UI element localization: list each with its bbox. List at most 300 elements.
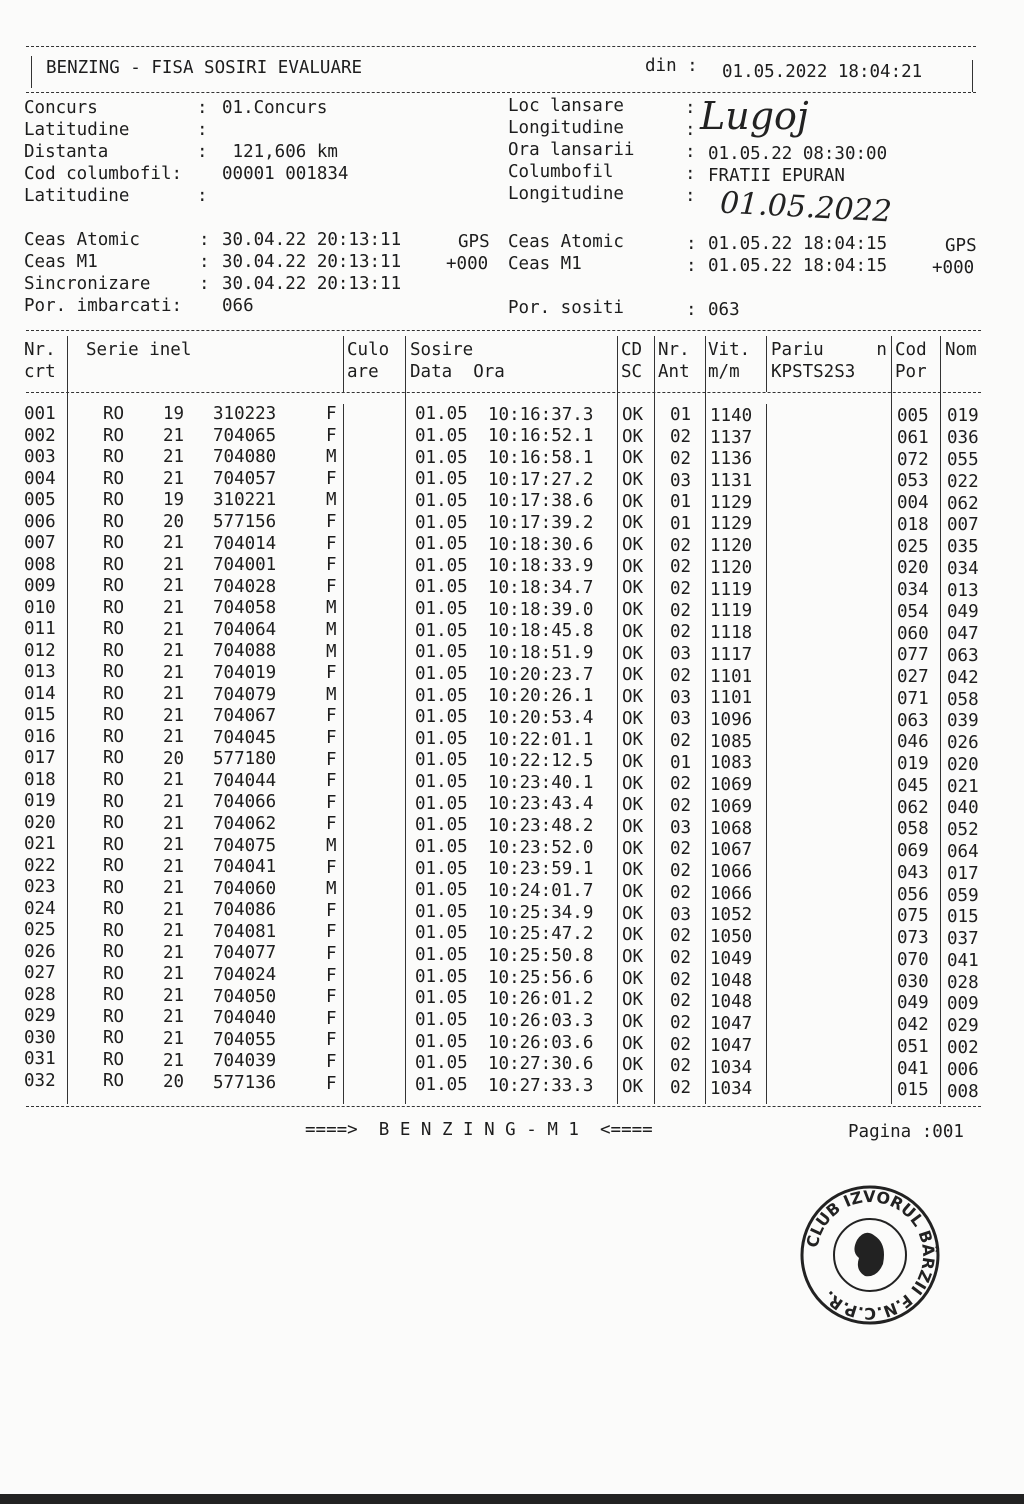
table-cell: 025 [897, 536, 929, 557]
table-cell: M [326, 598, 337, 619]
table-cell: 02 [670, 579, 692, 599]
table-cell: 02 [670, 622, 692, 643]
table-cell: 1137 [710, 427, 753, 448]
info-colon: : [197, 186, 208, 206]
column-line [766, 404, 767, 1104]
header-top-border [26, 46, 976, 47]
table-cell: 006 [947, 1059, 979, 1080]
table-cell: 01.05 [415, 836, 468, 857]
column-header-vit: m/m [708, 362, 740, 382]
table-cell: F [326, 706, 337, 727]
info-value: FRATII EPURAN [708, 166, 845, 186]
info-value: 01.05.22 08:30:00 [708, 144, 888, 164]
table-cell: OK [622, 448, 644, 469]
table-cell: 031 [24, 1049, 56, 1069]
table-cell: 042 [947, 667, 979, 688]
table-cell: 01.05 [415, 923, 468, 944]
table-cell: 704077 [213, 943, 277, 964]
table-cell: 02 [670, 557, 692, 578]
table-cell: 02 [670, 1056, 692, 1077]
table-cell: 02 [670, 1034, 692, 1055]
table-cell: 064 [947, 842, 979, 862]
table-cell: 19 [163, 490, 185, 511]
info-value: 00001 001834 [222, 164, 349, 184]
table-cell: 1101 [710, 666, 753, 687]
table-cell: 009 [947, 994, 979, 1015]
table-cell: 008 [24, 554, 56, 575]
table-bottom-border [26, 1106, 981, 1107]
table-cell: RO [103, 1071, 125, 1092]
info-label: Columbofil [508, 162, 614, 182]
table-cell: OK [622, 535, 644, 556]
table-cell: OK [622, 665, 644, 686]
table-cell: 704075 [213, 835, 277, 856]
info-label: Latitudine [24, 186, 130, 206]
column-header-sosire: Data Ora [410, 362, 505, 382]
table-cell: OK [622, 643, 644, 664]
table-cell: 037 [947, 929, 979, 950]
table-cell: 072 [897, 449, 929, 470]
table-cell: 704060 [213, 878, 277, 899]
table-cell: F [326, 987, 337, 1008]
table-cell: 009 [24, 576, 56, 596]
table-cell: 01 [670, 405, 692, 426]
info-colon: : [197, 120, 208, 140]
table-cell: 21 [163, 468, 185, 489]
table-cell: F [326, 555, 337, 576]
table-cell: 03 [670, 904, 692, 925]
table-cell: 10:18:30.6 [488, 534, 594, 555]
table-cell: 003 [24, 447, 56, 467]
table-cell: F [326, 857, 337, 878]
table-cell: 10:25:34.9 [488, 902, 594, 923]
clock-value: 01.05.22 18:04:15 [708, 234, 888, 254]
din-label: din : [645, 56, 698, 76]
table-cell: 022 [947, 471, 979, 492]
table-cell: RO [103, 963, 125, 984]
table-cell: 02 [670, 969, 692, 990]
table-cell: 21 [163, 921, 185, 942]
header-bottom-border [26, 92, 976, 93]
table-cell: 045 [897, 775, 929, 796]
table-cell: F [326, 1052, 337, 1072]
table-cell: 056 [897, 884, 929, 905]
table-cell: 704028 [213, 576, 277, 597]
table-cell: 21 [163, 856, 185, 877]
table-cell: 21 [163, 899, 185, 920]
table-cell: 21 [163, 576, 185, 597]
table-cell: 029 [947, 1016, 979, 1037]
column-header-nrant: Ant [658, 362, 690, 382]
table-cell: 704088 [213, 641, 277, 662]
table-cell: 704050 [213, 986, 277, 1007]
table-cell: 026 [947, 733, 979, 754]
table-cell: 21 [163, 447, 185, 468]
table-cell: OK [622, 816, 644, 837]
table-cell: 063 [897, 710, 929, 731]
table-cell: RO [103, 533, 125, 554]
table-cell: 704045 [213, 727, 277, 748]
table-cell: 21 [163, 727, 185, 748]
table-cell: 704079 [213, 684, 277, 705]
info-label: Longitudine [508, 184, 624, 204]
table-cell: RO [103, 899, 125, 920]
table-cell: 073 [897, 928, 929, 949]
column-header-culoare: are [347, 362, 379, 382]
table-cell: 01.05 [415, 772, 468, 792]
table-cell: F [326, 404, 337, 424]
table-cell: 01.05 [415, 793, 468, 814]
column-line [891, 336, 892, 1104]
table-cell: F [326, 468, 337, 489]
table-cell: 030 [24, 1027, 56, 1048]
column-line [705, 336, 706, 1104]
table-cell: RO [103, 554, 125, 575]
table-cell: 704001 [213, 555, 277, 575]
table-cell: 577136 [213, 1072, 277, 1093]
table-cell: 008 [947, 1081, 979, 1102]
table-cell: OK [622, 1011, 644, 1032]
table-cell: OK [622, 621, 644, 642]
table-cell: 071 [897, 688, 929, 709]
info-colon: : [197, 142, 208, 162]
table-cell: 10:16:52.1 [488, 426, 594, 447]
info-label: Distanta [24, 142, 109, 162]
table-cell: 017 [947, 863, 979, 884]
table-cell: RO [103, 705, 125, 726]
table-cell: 1101 [710, 688, 753, 709]
table-cell: 1034 [710, 1057, 753, 1078]
info-label: Cod columbofil: [24, 164, 183, 184]
table-cell: 10:18:39.0 [488, 599, 594, 620]
table-cell: 10:25:47.2 [488, 924, 594, 945]
table-cell: 1034 [710, 1079, 753, 1100]
table-cell: RO [103, 662, 125, 683]
table-cell: 21 [163, 684, 185, 705]
table-cell: 21 [163, 598, 185, 618]
table-cell: OK [622, 686, 644, 707]
table-cell: 21 [163, 791, 185, 812]
table-cell: 01.05 [415, 945, 468, 965]
column-header-pariu: KPSTS2S3 [771, 362, 856, 382]
table-cell: M [326, 641, 337, 662]
table-cell: 704066 [213, 792, 277, 813]
table-cell: 21 [163, 1050, 185, 1071]
table-cell: F [326, 425, 337, 446]
table-cell: OK [622, 838, 644, 859]
table-cell: 012 [24, 640, 56, 661]
pigeon-icon [854, 1233, 884, 1276]
table-cell: 01.05 [415, 858, 468, 879]
info-label: Ora lansarii [508, 140, 635, 160]
table-cell: 1047 [710, 1035, 753, 1056]
table-cell: 704040 [213, 1008, 277, 1029]
table-cell: 10:22:12.5 [488, 751, 594, 772]
table-cell: 577156 [213, 511, 277, 532]
clock-label: Por. imbarcati: [24, 296, 183, 316]
table-cell: 075 [897, 906, 929, 927]
clock-label: Ceas Atomic [508, 232, 624, 252]
table-cell: 025 [24, 920, 56, 940]
table-cell: 1118 [710, 623, 753, 643]
table-cell: 03 [670, 470, 692, 491]
table-cell: 002 [947, 1037, 979, 1058]
column-header-cdsc: CD [621, 340, 643, 360]
table-cell: 047 [947, 624, 979, 645]
info-label: Latitudine [24, 120, 130, 140]
table-cell: OK [622, 773, 644, 794]
table-cell: 034 [947, 558, 979, 579]
table-cell: 03 [670, 644, 692, 665]
table-cell: 018 [897, 514, 929, 535]
table-cell: 052 [947, 820, 979, 841]
handwritten-date: 01.05.2022 [719, 185, 893, 230]
table-cell: 21 [163, 1029, 185, 1049]
table-cell: 02 [670, 427, 692, 448]
table-cell: OK [622, 946, 644, 967]
info-colon: : [685, 164, 696, 184]
table-cell: 014 [24, 683, 56, 704]
table-cell: 063 [947, 646, 979, 666]
info-colon: : [685, 142, 696, 162]
table-cell: 061 [897, 427, 929, 448]
table-cell: 01.05 [415, 815, 468, 836]
table-cell: 03 [670, 709, 692, 730]
table-cell: RO [103, 856, 125, 876]
table-cell: 10:23:40.1 [488, 772, 594, 793]
table-cell: F [326, 965, 337, 986]
table-cell: 10:17:38.6 [488, 491, 594, 512]
table-cell: 1066 [710, 883, 753, 904]
table-cell: 1119 [710, 579, 753, 600]
column-header-sosire: Sosire [410, 340, 474, 360]
scan-bottom-edge [0, 1494, 1024, 1504]
table-cell: 01.05 [415, 599, 468, 619]
table-cell: 1050 [710, 927, 753, 948]
table-cell: 039 [947, 711, 979, 732]
table-cell: M [326, 490, 337, 511]
table-cell: 01.05 [415, 1074, 468, 1095]
table-cell: 017 [24, 748, 56, 768]
table-cell: 10:23:48.2 [488, 816, 594, 837]
table-cell: RO [103, 942, 125, 963]
table-cell: RO [103, 1049, 125, 1070]
table-cell: 1096 [710, 709, 753, 730]
column-line [940, 336, 941, 1104]
table-cell: F [326, 1008, 337, 1029]
table-cell: F [326, 792, 337, 813]
table-cell: 1049 [710, 948, 753, 969]
table-cell: 027 [897, 667, 929, 688]
table-cell: 021 [24, 834, 56, 854]
table-cell: RO [103, 576, 125, 597]
table-cell: 10:16:37.3 [488, 404, 594, 425]
table-cell: 10:18:34.7 [488, 577, 594, 598]
table-cell: 10:23:52.0 [488, 837, 594, 858]
table-cell: 051 [897, 1036, 929, 1057]
table-cell: OK [622, 513, 644, 534]
info-value: 01.Concurs [222, 98, 328, 118]
table-cell: 011 [24, 619, 56, 639]
table-cell: OK [622, 990, 644, 1011]
info-colon: : [685, 98, 696, 118]
table-cell: 010 [24, 597, 56, 618]
table-cell: 03 [670, 687, 692, 708]
table-cell: 704019 [213, 662, 277, 683]
table-cell: 10:17:27.2 [488, 469, 594, 490]
table-cell: 1085 [710, 731, 753, 752]
clock-label: Ceas Atomic [24, 230, 140, 250]
column-header-nr-crt: crt [24, 362, 56, 382]
clock-value: 30.04.22 20:13:11 [222, 230, 402, 250]
table-cell: 10:23:43.4 [488, 794, 594, 815]
table-cell: 019 [947, 406, 979, 427]
table-cell: F [326, 944, 337, 964]
table-cell: 1131 [710, 470, 753, 491]
table-cell: 01.05 [415, 901, 468, 922]
table-cell: OK [622, 730, 644, 751]
table-cell: 015 [24, 705, 56, 725]
column-line [617, 336, 618, 1104]
table-cell: OK [622, 708, 644, 729]
table-cell: 10:20:53.4 [488, 707, 594, 728]
table-cell: 058 [947, 689, 979, 710]
table-cell: OK [622, 1077, 644, 1097]
table-cell: OK [622, 578, 644, 599]
table-cell: 704062 [213, 813, 277, 834]
table-cell: OK [622, 968, 644, 989]
table-cell: 004 [24, 468, 56, 489]
table-cell: 21 [163, 770, 185, 791]
info-colon: : [685, 186, 696, 206]
table-cell: RO [103, 511, 125, 532]
table-cell: 10:26:01.2 [488, 989, 594, 1010]
table-cell: 054 [897, 601, 929, 622]
table-cell: F [326, 512, 337, 532]
table-cell: 01.05 [415, 728, 468, 749]
info-colon: : [197, 98, 208, 118]
column-header-cdsc: SC [621, 362, 643, 382]
table-cell: 015 [947, 907, 979, 928]
table-cell: 035 [947, 537, 979, 558]
table-cell: 10:25:56.6 [488, 967, 594, 988]
table-cell: M [326, 447, 337, 468]
table-cell: 01 [670, 513, 692, 534]
table-cell: 21 [163, 1007, 185, 1028]
table-cell: 704067 [213, 706, 277, 726]
table-cell: 077 [897, 645, 929, 666]
table-cell: 013 [24, 662, 56, 682]
table-cell: 036 [947, 428, 979, 449]
table-cell: 21 [163, 662, 185, 683]
table-cell: F [326, 576, 337, 597]
table-cell: 1052 [710, 905, 753, 926]
table-cell: 028 [947, 972, 979, 993]
table-cell: 10:18:45.8 [488, 621, 594, 642]
table-cell: 019 [24, 791, 56, 811]
info-label: Longitudine [508, 118, 624, 138]
table-cell: F [326, 533, 337, 554]
table-cell: 026 [24, 941, 56, 962]
table-cell: 021 [947, 776, 979, 797]
table-cell: 704080 [213, 447, 277, 468]
clock-colon: : [199, 252, 210, 272]
table-cell: 01.05 [415, 707, 468, 728]
table-cell: 046 [897, 732, 929, 753]
table-cell: OK [622, 600, 644, 621]
table-cell: 10:23:59.1 [488, 859, 594, 880]
table-cell: RO [103, 1028, 125, 1049]
table-cell: 005 [24, 490, 56, 510]
clock-suffix: GPS [458, 232, 490, 252]
table-cell: 310221 [213, 490, 277, 511]
table-cell: RO [103, 597, 125, 618]
table-cell: 10:18:33.9 [488, 556, 594, 577]
page-number: Pagina :001 [848, 1122, 964, 1142]
table-cell: 704057 [213, 468, 277, 489]
table-cell: 055 [947, 450, 979, 470]
table-cell: 041 [947, 950, 979, 971]
table-cell: 20 [163, 511, 185, 532]
table-cell: 310223 [213, 404, 277, 424]
table-cell: 005 [897, 406, 929, 427]
table-cell: F [326, 1030, 337, 1051]
table-cell: RO [103, 640, 125, 661]
table-cell: 019 [897, 754, 929, 775]
table-cell: 01.05 [415, 534, 468, 555]
table-cell: 01.05 [415, 988, 468, 1009]
table-cell: 01.05 [415, 663, 468, 684]
clock-value: 30.04.22 20:13:11 [222, 274, 402, 294]
table-cell: 001 [24, 404, 56, 424]
table-cell: 01 [670, 752, 692, 773]
table-cell: M [326, 879, 337, 900]
column-header-nrant: Nr. [658, 340, 690, 360]
table-cell: 02 [670, 1013, 692, 1033]
din-value: 01.05.2022 18:04:21 [722, 62, 923, 82]
table-cell: 1119 [710, 601, 753, 622]
table-cell: 032 [24, 1070, 56, 1091]
table-cell: 704065 [213, 425, 277, 446]
column-header-pariu: Pariu n [771, 340, 887, 360]
table-cell: 006 [24, 511, 56, 532]
table-cell: 21 [163, 554, 185, 575]
clock-value: 01.05.22 18:04:15 [708, 256, 888, 276]
table-cell: 02 [670, 448, 692, 469]
table-cell: 10:27:30.6 [488, 1054, 594, 1075]
table-header-top-border [26, 330, 981, 331]
table-cell: 21 [163, 619, 185, 640]
table-cell: F [326, 900, 337, 921]
table-cell: 02 [670, 926, 692, 947]
table-cell: 02 [670, 796, 692, 816]
table-cell: 704055 [213, 1029, 277, 1050]
table-cell: 02 [670, 774, 692, 795]
table-cell: 1069 [710, 796, 753, 817]
clock-label: Sincronizare [24, 274, 151, 294]
table-cell: 060 [897, 623, 929, 644]
table-cell: 21 [163, 942, 185, 963]
table-cell: F [326, 814, 337, 835]
table-cell: RO [103, 834, 125, 855]
column-header-nom: Nom [945, 340, 977, 360]
table-cell: 1068 [710, 818, 753, 839]
table-cell: 027 [24, 963, 56, 983]
column-line [654, 336, 655, 1104]
info-colon: : [685, 120, 696, 140]
table-cell: 10:16:58.1 [488, 448, 594, 468]
footer-banner: ====> B E N Z I N G - M 1 <==== [305, 1120, 653, 1140]
